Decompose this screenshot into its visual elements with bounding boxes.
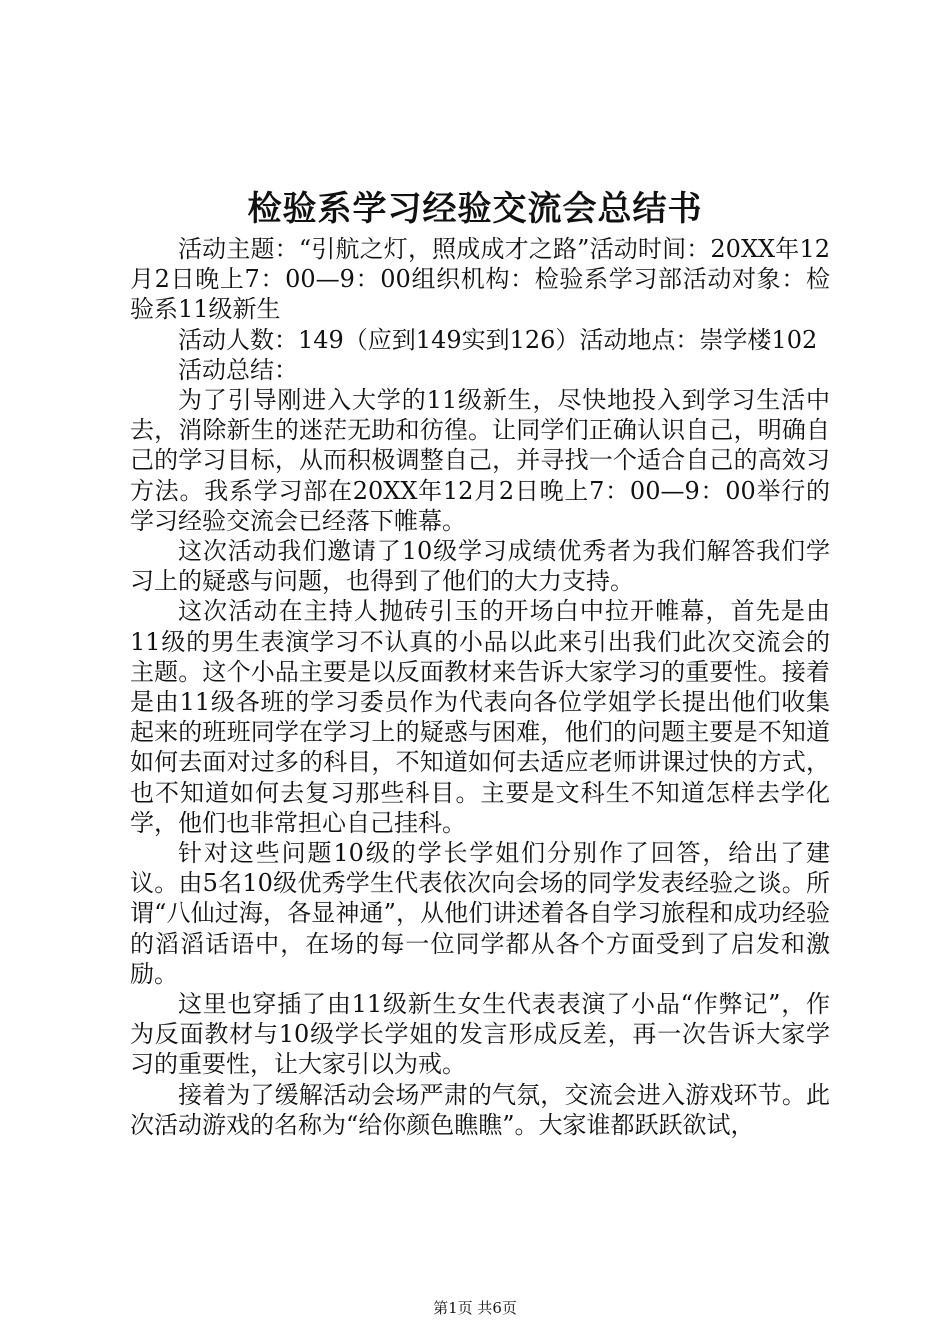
paragraph-summary-heading: 活动总结： bbox=[178, 355, 298, 384]
paragraph-invitation: 这次活动我们邀请了10级学习成绩优秀者为我们解答我们学习上的疑惑与问题，也得到了他们的大力支持。 bbox=[130, 537, 830, 596]
document-title: 检验系学习经验交流会总结书 bbox=[247, 189, 703, 229]
page-number-footer: 第1页 共6页 bbox=[433, 1299, 517, 1317]
document-body bbox=[130, 234, 830, 1140]
paragraph-opening-skit: 这次活动在主持人抛砖引玉的开场白中拉开帷幕，首先是由11级的男生表演学习不认真的小品以此来引出我们此次交流会的主题。这个小品主要是以反面教材来告诉大家学习的重要性。接着是由11级各班的学习委员作为代表向各位学姐学长提出他们收集起来的班班同学在学习上的疑惑与困难，他们的问题主要是不知道如何去面对过多的科目，不知道如何去适应老师讲课过快的方式，也不知道如何去复习那些科目。主要是文科生不知道怎样去学化学，他们也非常担心自己挂科。 bbox=[130, 597, 830, 837]
paragraph-activity-info: 活动主题：“引航之灯，照成成才之路”活动时间：20XX年12月2日晚上7：00—9：00组织机构：检验系学习部活动对象：检验系11级新生 bbox=[130, 235, 830, 324]
paragraph-answers: 针对这些问题10级的学长学姐们分别作了回答，给出了建议。由5名10级优秀学生代表依次向会场的同学发表经验之谈。所谓“八仙过海，各显神通”，从他们讲述着各自学习旅程和成功经验的滔滔话语中，在场的每一位同学都从各个方面受到了启发和激励。 bbox=[130, 839, 830, 988]
paragraph-purpose: 为了引导刚进入大学的11级新生，尽快地投入到学习生活中去，消除新生的迷茫无助和彷徨。让同学们正确认识自己，明确自己的学习目标，从而积极调整自己，并寻找一个适合自己的高效习方法。我系学习部在20XX年12月2日晚上7：00—9：00举行的学习经验交流会已经落下帷幕。 bbox=[130, 386, 830, 535]
paragraph-game-section: 接着为了缓解活动会场严肃的气氛，交流会进入游戏环节。此次活动游戏的名称为“给你颜色瞧瞧”。大家谁都跃跃欲试， bbox=[130, 1080, 830, 1139]
paragraph-cheating-skit: 这里也穿插了由11级新生女生代表表演了小品“作弊记”，作为反面教材与10级学长学姐的发言形成反差，再一次告诉大家学习的重要性，让大家引以为戒。 bbox=[130, 990, 830, 1079]
paragraph-attendance-location: 活动人数：149（应到149实到126）活动地点：崇学楼102 bbox=[178, 325, 818, 354]
